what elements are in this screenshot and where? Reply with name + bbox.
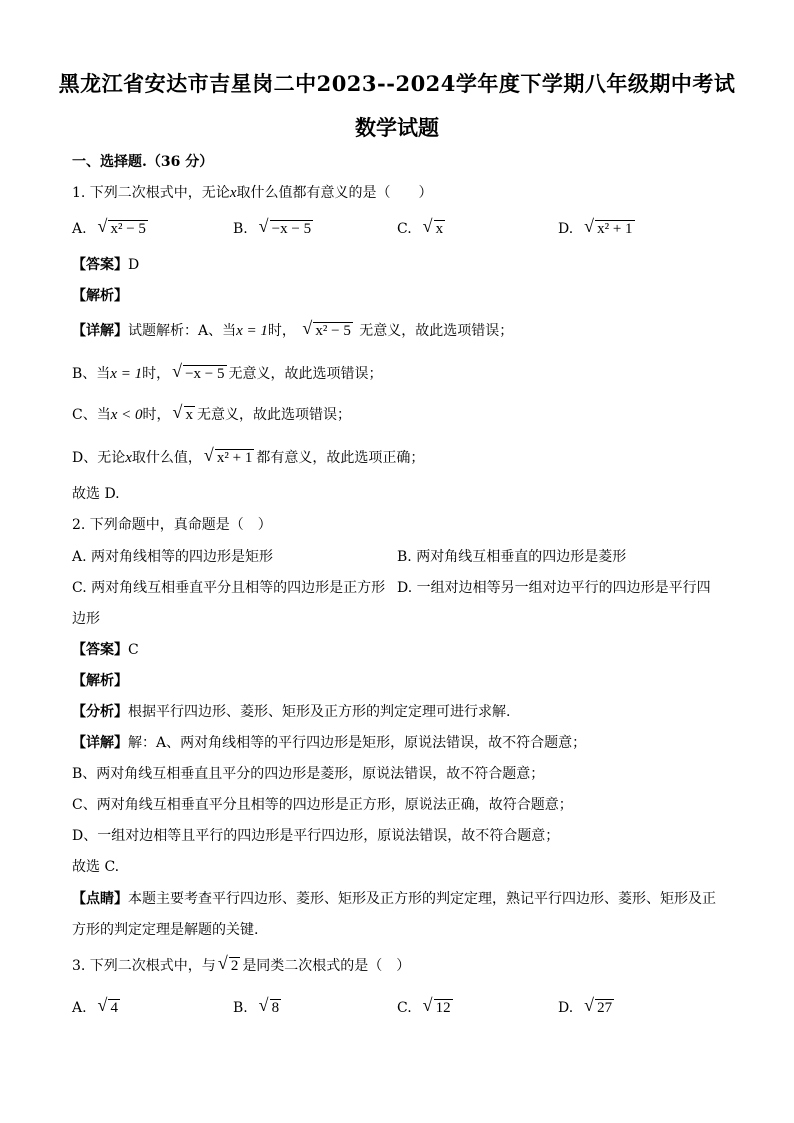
q1-detail-c-pre: C、当 [72, 407, 111, 423]
q1-detail-c-cond: x < 0 [110, 407, 143, 423]
q1-option-d-expr: x² + 1 [597, 221, 633, 237]
q3-stem-radical: √ 2 [217, 953, 239, 974]
detail-tag: 【详解】 [72, 735, 128, 751]
q1-detail-c-radical: √ x [172, 402, 193, 423]
q1-option-a-label: A. [72, 221, 87, 237]
q1-detail-b-expr: −x − 5 [185, 366, 225, 382]
q1-answer [72, 255, 139, 275]
q1-detail-b-post: 无意义，故此选项错误； [228, 366, 383, 382]
q3-option-d [558, 995, 616, 1018]
q1-option-c-radical: √ x [422, 216, 444, 237]
q3-stem-b: 是同类二次根式的是（ ） [242, 958, 411, 974]
answer-tag: 【答案】 [72, 642, 128, 658]
q2-dianjing [72, 889, 716, 909]
q1-detail-a-cond: x = 1 [236, 323, 268, 339]
q2-detail-a-text: 解：A、两对角线相等的平行四边形是矩形，原说法错误，故不符合题意； [128, 735, 587, 751]
q1-option-b-radical: √ −x − 5 [258, 216, 312, 237]
q2-conclusion: 故选 C. [72, 859, 120, 875]
q1-option-d [558, 216, 637, 239]
q3-option-b-radical: √ 8 [258, 995, 280, 1016]
q1-detail-d-var: x [125, 450, 132, 466]
q1-detail-b-radical: √ −x − 5 [172, 361, 225, 382]
q1-option-a-expr: x² − 5 [110, 221, 146, 237]
q1-option-c [397, 216, 447, 239]
q1-detail-d-radical: √ x² + 1 [203, 445, 253, 466]
q1-detail-c-mid: 时， [142, 407, 171, 423]
q2-fenxi [72, 702, 510, 722]
q2-detail-c: C、两对角线互相垂直平分且相等的四边形是正方形，原说法正确，故符合题意； [72, 797, 573, 813]
q1-detail-a-radical: √ x² − 5 [302, 318, 351, 339]
q1-detail-c-post: 无意义，故此选项错误； [197, 407, 351, 423]
section-heading: 一、选择题.（36 分） [72, 154, 214, 170]
q1-detail-a-mid: 时， [267, 323, 296, 339]
q1-detail-c-expr: x [185, 407, 193, 423]
dianjing-tag: 【点睛】 [72, 891, 128, 907]
q1-option-c-label: C. [397, 221, 412, 237]
q2-dianjing-text-1: 本题主要考查平行四边形、菱形、矩形及正方形的判定定理，熟记平行四边形、菱形、矩形及正 [128, 891, 716, 907]
q2-stem: 2. 下列命题中，真命题是（ ） [72, 517, 272, 533]
q1-option-b-expr: −x − 5 [271, 221, 312, 237]
q1-option-b [233, 216, 315, 239]
q3-option-c [397, 995, 455, 1018]
q1-stem [72, 183, 432, 203]
page-subtitle: 数学试题 [355, 115, 439, 140]
q3-option-a-radical: √ 4 [97, 995, 118, 1016]
q1-option-a [72, 216, 150, 239]
q2-answer [72, 640, 139, 660]
q1-detail-a-pre: 试题解析：A、当 [128, 323, 237, 339]
q3-option-b-label: B. [233, 1000, 248, 1016]
q1-option-b-label: B. [233, 221, 248, 237]
q3-option-d-radical: √ 27 [584, 995, 613, 1016]
q3-option-b [233, 995, 283, 1018]
q3-option-d-label: D. [558, 1000, 574, 1016]
q1-detail-d-pre: D、无论 [72, 450, 126, 466]
q1-detail-b-pre: B、当 [72, 366, 111, 382]
q1-detail-b-cond: x = 1 [110, 366, 143, 382]
q1-option-a-radical: √ x² − 5 [97, 216, 146, 237]
q1-option-c-expr: x [435, 221, 444, 237]
fenxi-tag: 【分析】 [72, 704, 128, 720]
q2-answer-value: C [128, 642, 139, 658]
q1-stem-var: x [229, 185, 237, 201]
q2-dianjing-cont: 方形的判定定理是解题的关键. [72, 922, 259, 938]
q1-stem-a: 1. 下列二次根式中，无论 [72, 185, 230, 201]
q1-option-d-label: D. [558, 221, 574, 237]
q1-conclusion: 故选 D. [72, 486, 120, 502]
q3-option-a-label: A. [72, 1000, 87, 1016]
q2-detail-b: B、两对角线互相垂直且平分的四边形是菱形，原说法错误，故不符合题意； [72, 766, 545, 782]
q1-stem-b: 取什么值都有意义的是（ ） [236, 185, 433, 201]
q1-answer-value: D [128, 257, 140, 273]
q1-detail-a-expr: x² − 5 [315, 323, 351, 339]
q3-option-a-expr: 4 [110, 1000, 118, 1016]
q1-analysis-tag: 【解析】 [72, 288, 128, 304]
q3-option-a [72, 995, 122, 1018]
q2-option-b: B. 两对角线互相垂直的四边形是菱形 [397, 549, 627, 565]
q3-option-c-label: C. [397, 1000, 412, 1016]
q3-option-c-expr: 12 [435, 1000, 451, 1016]
q1-detail-b-mid: 时， [142, 366, 171, 382]
q1-detail-b [72, 361, 383, 384]
q2-fenxi-text: 根据平行四边形、菱形、矩形及正方形的判定定理可进行求解. [128, 704, 511, 720]
q3-option-c-radical: √ 12 [422, 995, 451, 1016]
q3-stem-a: 3. 下列二次根式中，与 [72, 958, 216, 974]
q1-detail-d-post: 都有意义，故此选项正确； [256, 450, 425, 466]
q2-option-d: D. 一组对边相等另一组对边平行的四边形是平行四 [397, 580, 711, 596]
q2-detail-a [72, 733, 586, 753]
q1-detail-c [72, 402, 351, 425]
q2-option-c: C. 两对角线互相垂直平分且相等的四边形是正方形 [72, 580, 386, 596]
q1-option-d-radical: √ x² + 1 [584, 216, 633, 237]
q2-option-d-cont: 边形 [72, 611, 100, 627]
q1-detail-d-mid: 取什么值， [131, 450, 202, 466]
q1-detail-d-expr: x² + 1 [216, 450, 253, 466]
q1-detail-d [72, 445, 425, 468]
q2-analysis-tag: 【解析】 [72, 673, 128, 689]
answer-tag: 【答案】 [72, 257, 128, 273]
q1-detail-a-post: 无意义，故此选项错误； [359, 323, 514, 339]
q1-detail-a [72, 318, 514, 341]
q3-option-d-expr: 27 [597, 1000, 613, 1016]
detail-tag: 【详解】 [72, 323, 128, 339]
page-title: 黑龙江省安达市吉星岗二中2023--2024学年度下学期八年级期中考试 [58, 71, 736, 96]
q2-option-a: A. 两对角线相等的四边形是矩形 [72, 549, 274, 565]
q3-stem-rad: 2 [230, 958, 239, 974]
q3-option-b-expr: 8 [271, 1000, 280, 1016]
q3-stem [72, 953, 411, 976]
q2-detail-d: D、一组对边相等且平行的四边形是平行四边形，原说法错误，故不符合题意； [72, 828, 560, 844]
